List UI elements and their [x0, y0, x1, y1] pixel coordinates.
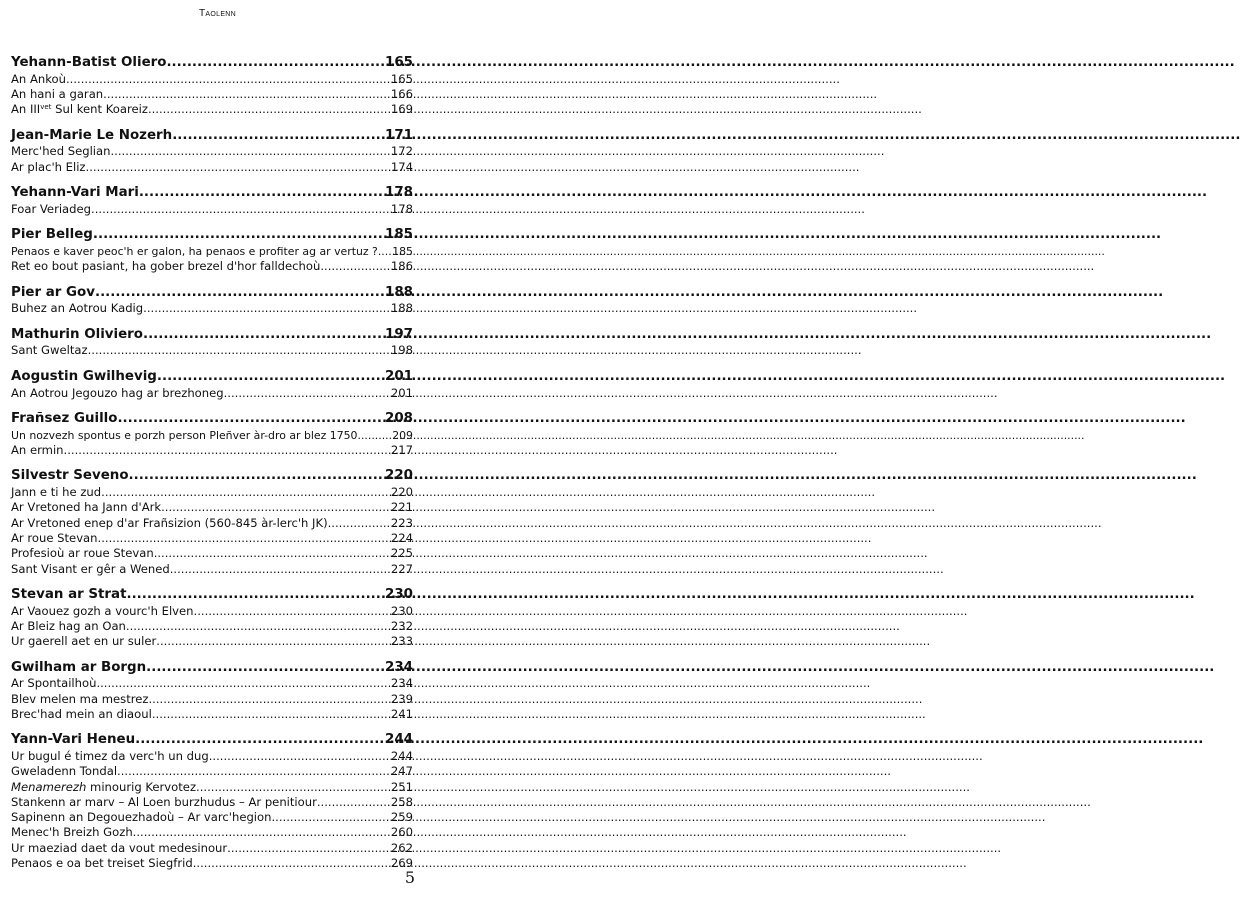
entry-page-number: 225 [390, 546, 413, 561]
toc-entry [11, 531, 413, 546]
toc-entry [11, 780, 413, 795]
section-heading [11, 326, 413, 344]
dot-leader [117, 764, 390, 779]
toc-entry [11, 825, 413, 840]
toc-entry [11, 160, 413, 175]
entry-title: Buhez an Aotrou Kadig [11, 301, 144, 316]
entry-title: Ar Bleiz hag an Oan [11, 618, 126, 633]
entry-page-number: 233 [390, 634, 413, 649]
entry-title: Brec'had mein an diaoul [11, 706, 152, 721]
entry-page-number: 258 [390, 794, 413, 809]
dot-leader [101, 485, 390, 500]
dot-leader [227, 841, 390, 856]
dot-leader [95, 284, 384, 302]
section-page-number: 208 [385, 410, 413, 426]
toc-section [11, 284, 413, 317]
dot-leader [196, 780, 390, 795]
entry-page-number: 224 [390, 530, 413, 545]
dot-leader [378, 244, 391, 259]
section-heading [11, 659, 413, 677]
entry-page-number: 259 [390, 810, 413, 825]
entry-title: Sant Gweltaz [11, 343, 88, 358]
dot-leader [117, 410, 384, 428]
toc-section [11, 659, 413, 723]
entry-page-number: 220 [390, 485, 413, 500]
entry-page-number: 223 [390, 515, 413, 530]
dot-leader [149, 692, 390, 707]
toc-entry [11, 516, 413, 531]
entry-title: Penaos e kaver peoc'h er galon, ha penaos e profiter ag ar vertuz ? [11, 244, 378, 258]
entry-title: Un nozvezh spontus e porzh person Pleñver àr-dro ar blez 1750 [11, 428, 358, 442]
toc-section [11, 326, 413, 359]
dot-leader [320, 259, 390, 274]
entry-title: Merc'hed Seglian [11, 144, 111, 159]
section-heading [11, 467, 413, 485]
entry-page-number: 234 [390, 676, 413, 691]
toc-section [11, 586, 413, 650]
dot-leader [224, 386, 390, 401]
entry-title: Jann e ti he zud [11, 485, 102, 500]
toc-entry [11, 244, 413, 259]
entry-page-number: 230 [390, 603, 413, 618]
entry-title [11, 780, 196, 795]
toc-entry [11, 810, 413, 825]
section-page-number: 244 [385, 732, 413, 748]
entry-title: Ar Vretoned enep d'ar Frañsizion (560-845 àr-lerc'h JK) [11, 515, 328, 530]
toc-entry [11, 764, 413, 779]
toc-section [11, 410, 413, 458]
dot-leader [154, 546, 390, 561]
dot-leader [110, 144, 389, 159]
toc-entry [11, 301, 413, 316]
entry-title: Foar Veriadeg [11, 201, 92, 216]
dot-leader [146, 659, 384, 677]
section-page-number: 220 [385, 468, 413, 484]
entry-title: Ur maeziad daet da vout medesinour [11, 840, 228, 855]
section-heading [11, 368, 413, 386]
dot-leader [357, 428, 391, 443]
toc-entry [11, 343, 413, 358]
toc-section [11, 127, 413, 175]
section-heading [11, 127, 413, 145]
entry-page-number: 262 [390, 840, 413, 855]
dot-leader [148, 102, 390, 117]
toc-entry [11, 562, 413, 577]
section-heading [11, 54, 413, 72]
entry-title: Ar Vaouez gozh a vourc'h Elven [11, 603, 194, 618]
entry-title: Ar Spontailhoù [11, 676, 97, 691]
author-name: Yann-Vari Heneu [11, 732, 136, 748]
entry-title: Ur gaerell aet en ur suler [11, 634, 157, 649]
entry-title: Sapinenn an Degouezhadoù – Ar varc'hegion [11, 810, 272, 825]
author-name: Pier ar Gov [11, 284, 95, 300]
section-heading [11, 731, 413, 749]
entry-title-part: Sul kent Koareiz [51, 102, 148, 117]
toc-section [11, 731, 413, 871]
entry-page-number: 166 [390, 87, 413, 102]
dot-leader [209, 749, 390, 764]
entry-page-number: 251 [390, 779, 413, 794]
entry-page-number: 172 [390, 144, 413, 159]
entry-page-number: 174 [390, 159, 413, 174]
toc-section [11, 184, 413, 217]
author-name: Stevan ar Strat [11, 586, 127, 602]
entry-title: Ur bugul é timez da verc'h un dug [11, 748, 209, 763]
toc-section [11, 226, 413, 274]
section-heading [11, 586, 413, 604]
entry-page-number: 232 [390, 618, 413, 633]
section-page-number: 234 [385, 659, 413, 675]
entry-title-superscript: vet [40, 103, 52, 112]
entry-title: Stankenn ar marv – Al Loen burzhudus – Ar penitiour [11, 794, 317, 809]
dot-leader [103, 87, 390, 102]
entry-title: Penaos e oa bet treiset Siegfrid [11, 856, 193, 871]
dot-leader [193, 856, 390, 871]
toc-section [11, 467, 413, 577]
section-page-number: 185 [385, 227, 413, 243]
toc-entry [11, 856, 413, 871]
dot-leader [133, 825, 390, 840]
entry-title: An ermin [11, 442, 64, 457]
toc-entry [11, 259, 413, 274]
dot-leader [172, 127, 384, 145]
section-page-number: 165 [385, 55, 413, 70]
entry-page-number: 247 [390, 764, 413, 779]
dot-leader [86, 160, 390, 175]
toc-entry [11, 707, 413, 722]
toc-entry [11, 841, 413, 856]
entry-title: An hani a garan [11, 87, 104, 102]
dot-leader [143, 301, 390, 316]
entry-page-number: 165 [390, 71, 413, 86]
running-head: Taolenn [199, 8, 236, 19]
author-name: Yehann-Batist Oliero [11, 55, 167, 70]
author-name: Aogustin Gwilhevig [11, 368, 157, 384]
author-name: Gwilham ar Borgn [11, 659, 147, 675]
section-page-number: 188 [385, 284, 413, 300]
entry-title-part: An III [11, 102, 41, 117]
entry-title: Gweladenn Tondal [11, 764, 118, 779]
entry-page-number: 186 [390, 259, 413, 274]
entry-title: Ar Vretoned ha Jann d'Ark [11, 500, 162, 515]
entry-title [11, 102, 148, 117]
entry-title: Ar plac'h Eliz [11, 159, 86, 174]
table-of-contents [11, 54, 413, 880]
author-name: Silvestr Seveno [11, 468, 129, 484]
toc-entry [11, 443, 413, 458]
page-number: 5 [404, 868, 415, 887]
dot-leader [126, 586, 384, 604]
toc-entry [11, 428, 413, 443]
dot-leader [91, 202, 390, 217]
dot-leader [194, 604, 390, 619]
section-page-number: 230 [385, 586, 413, 602]
entry-page-number: 209 [392, 428, 413, 442]
section-page-number: 201 [385, 368, 413, 384]
section-page-number: 178 [385, 185, 413, 201]
author-name: Mathurin Oliviero [11, 326, 143, 342]
toc-entry [11, 485, 413, 500]
entry-page-number: 239 [390, 691, 413, 706]
toc-entry [11, 546, 413, 561]
entry-page-number: 269 [390, 856, 413, 871]
entry-title: An Ankoù [11, 71, 66, 86]
section-page-number: 197 [385, 326, 413, 342]
entry-page-number: 185 [392, 244, 413, 258]
author-name: Yehann-Vari Mari [11, 185, 139, 201]
toc-entry [11, 692, 413, 707]
dot-leader [152, 707, 390, 722]
author-name: Jean-Marie Le Nozerh [11, 127, 173, 143]
dot-leader [271, 810, 389, 825]
entry-page-number: 244 [390, 748, 413, 763]
toc-entry [11, 144, 413, 159]
entry-title: Ar roue Stevan [11, 530, 98, 545]
dot-leader [157, 368, 384, 386]
entry-title-part: minourig Kervotez [86, 779, 197, 794]
toc-entry [11, 386, 413, 401]
dot-leader [66, 72, 390, 87]
dot-leader [161, 500, 390, 515]
dot-leader [317, 795, 390, 810]
entry-title: Blev melen ma mestrez [11, 691, 149, 706]
dot-leader [96, 676, 389, 691]
entry-page-number: 241 [390, 706, 413, 721]
toc-section [11, 54, 413, 118]
dot-leader [93, 226, 384, 244]
dot-leader [139, 184, 384, 202]
toc-entry [11, 202, 413, 217]
toc-section [11, 368, 413, 401]
section-page-number: 171 [385, 127, 413, 143]
book-page [0, 0, 435, 900]
dot-leader [143, 326, 384, 344]
section-heading [11, 410, 413, 428]
toc-entry [11, 619, 413, 634]
dot-leader [135, 731, 384, 749]
entry-page-number: 188 [390, 301, 413, 316]
entry-title: Ret eo bout pasiant, ha gober brezel d'hor falldechoù [11, 259, 321, 274]
entry-page-number: 260 [390, 825, 413, 840]
section-heading [11, 184, 413, 202]
toc-entry [11, 634, 413, 649]
dot-leader [156, 634, 390, 649]
dot-leader [98, 531, 390, 546]
entry-title: Menec'h Breizh Gozh [11, 825, 133, 840]
toc-entry [11, 795, 413, 810]
entry-page-number: 198 [390, 343, 413, 358]
dot-leader [166, 54, 384, 72]
entry-title: An Aotrou Jegouzo hag ar brezhoneg [11, 385, 224, 400]
toc-entry [11, 500, 413, 515]
toc-entry [11, 676, 413, 691]
author-name: Pier Belleg [11, 227, 93, 243]
section-heading [11, 226, 413, 244]
section-heading [11, 284, 413, 302]
entry-page-number: 169 [390, 102, 413, 117]
dot-leader [129, 467, 385, 485]
dot-leader [88, 343, 390, 358]
dot-leader [64, 443, 390, 458]
entry-page-number: 227 [390, 561, 413, 576]
toc-entry [11, 604, 413, 619]
toc-entry [11, 72, 413, 87]
toc-entry [11, 87, 413, 102]
dot-leader [170, 562, 390, 577]
dot-leader [328, 516, 390, 531]
author-name: Frañsez Guillo [11, 410, 118, 426]
dot-leader [126, 619, 390, 634]
toc-entry [11, 749, 413, 764]
entry-page-number: 201 [390, 385, 413, 400]
entry-page-number: 221 [390, 500, 413, 515]
entry-page-number: 217 [390, 442, 413, 457]
entry-page-number: 178 [390, 201, 413, 216]
entry-title-italic: Menamerezh [11, 779, 87, 794]
entry-title: Sant Visant er gêr a Wened [11, 561, 170, 576]
toc-entry [11, 102, 413, 117]
entry-title: Profesioù ar roue Stevan [11, 546, 154, 561]
